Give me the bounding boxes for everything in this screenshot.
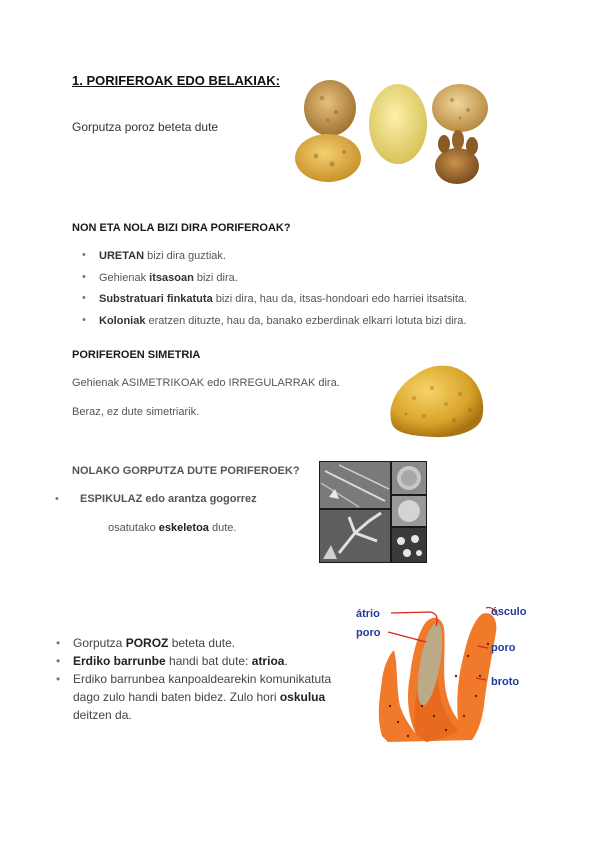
page-title: 1. PORIFEROAK EDO BELAKIAK: — [72, 73, 281, 88]
body-heading: NOLAKO GORPUTZA DUTE PORIFEROEK? — [72, 465, 300, 477]
intro-text: Gorputza poroz beteta dute — [72, 120, 219, 134]
bullet-dot: • — [55, 493, 59, 505]
sponge-anatomy-diagram — [346, 596, 546, 746]
list-item: • Erdiko barrunbea kanpoaldearekin komunikatuta dago zulo handi baten bidez. Zulo hori oskulua deitzen da. — [44, 670, 344, 724]
symmetry-text-1: Gehienak ASIMETRIKOAK edo IRREGULARRAK dira. — [72, 377, 340, 389]
spicules-micrograph — [319, 461, 427, 563]
spicule-text: ESPIKULAZ edo arantza gogorrez — [80, 493, 257, 505]
symmetry-heading: PORIFEROEN SIMETRIA — [72, 349, 201, 361]
sponge-1 — [304, 80, 356, 136]
label-atrio: átrio — [356, 608, 380, 620]
sponge-4 — [295, 134, 361, 182]
features-list — [44, 634, 344, 724]
list-item: • Koloniak eratzen dituzte, hau da, banako ezberdinak elkarri lotuta bizi dira. — [73, 315, 553, 337]
list-item: • Gorputza POROZ beteta dute. — [44, 634, 344, 652]
list-item: • URETAN bizi dira guztiak. — [73, 250, 553, 272]
habitat-list — [73, 250, 553, 336]
yellow-sponge-photo — [384, 358, 488, 440]
label-poro-2: poro — [491, 642, 516, 654]
list-item: • Erdiko barrunbe handi bat dute: atrioa. — [44, 652, 344, 670]
list-item: • Gehienak itsasoan bizi dira. — [73, 272, 553, 294]
sponge-3 — [432, 84, 488, 132]
label-poro: poro — [356, 627, 381, 639]
label-broto: broto — [491, 676, 520, 688]
sponge-5 — [435, 130, 479, 184]
skeleton-text: osatutako eskeletoa dute. — [108, 522, 237, 534]
sponge-2 — [369, 84, 427, 164]
symmetry-text-2: Beraz, ez dute simetriarik. — [72, 406, 200, 418]
list-item: • Substratuari finkatuta bizi dira, hau da, itsas-hondoari edo harriei itsatsita. — [73, 293, 553, 315]
label-osculo: ósculo — [491, 606, 527, 618]
habitat-heading: NON ETA NOLA BIZI DIRA PORIFEROAK? — [72, 222, 291, 234]
sponges-photo — [292, 78, 496, 190]
